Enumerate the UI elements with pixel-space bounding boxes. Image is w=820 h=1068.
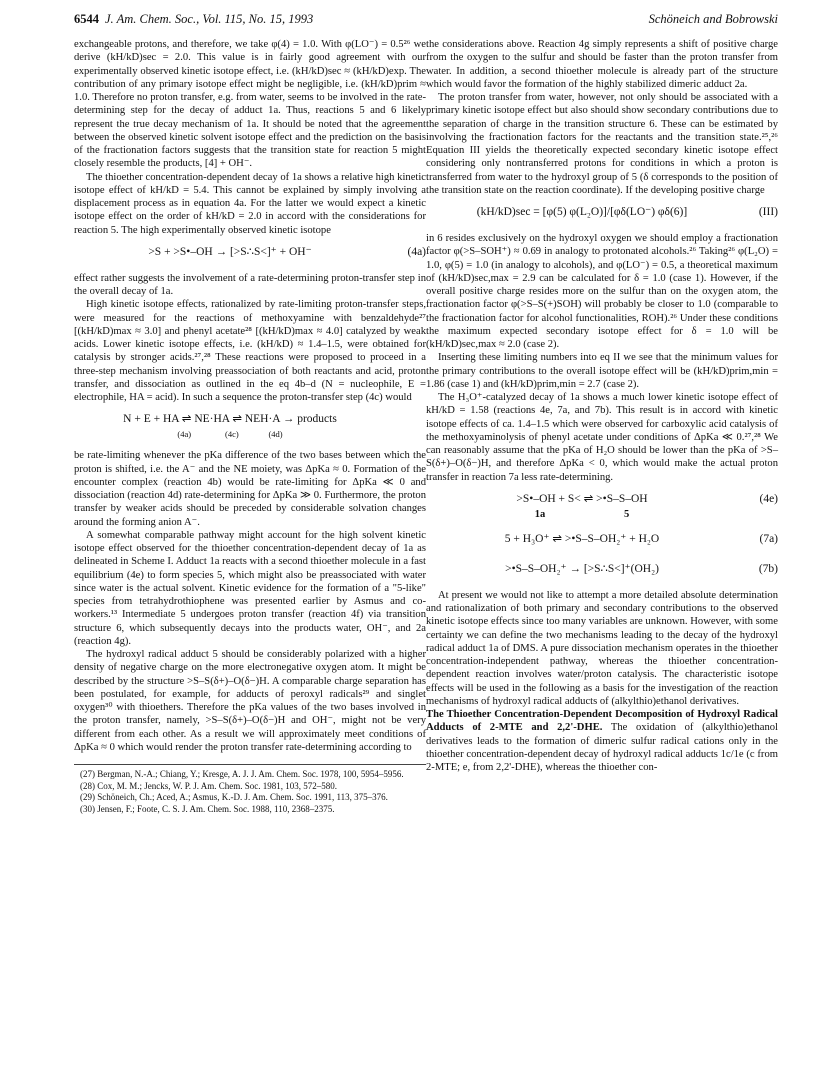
- paragraph: The H₃O⁺-catalyzed decay of 1a shows a much lower kinetic isotope effect of kH/kD = 1.58 (reactions 4e, 7a, and 7b). This result is in accord with kinetic isotope effects of ca. 1.4–1.5 which were observed for carboxylic acid catalysis of the methoxyaminolysis of phenyl acetate under conditions of ΔpKa ≪ 0.²⁷,²⁸ We can reasonably assume that the pKa of H₂O should be lower than the pKa of >S–S(δ+)–O(δ−)H, and therefore ΔpKa < 0, which would make the actual proton transfer in reaction 7a less rate-determining.: [426, 392, 778, 483]
- equation-labels: 1a 5: [534, 508, 630, 520]
- paragraph: in 6 resides exclusively on the hydroxyl oxygen we should employ a fractionation factor φ(>S–SOH⁺) ≈ 0.69 in analogy to protonated alcohols.²⁶ Taking²⁶ φ(L₂O) = 1.0, φ(5) = 1.0 (in analogy to alcohols), and φ(LO⁻) = 0.5, a theoretical maximum of (kH/kD)sec,max = 2.9 can be calculated for δ = 1.0 (case 1). However, if the overall positive charge resides more on the sulfur than on the oxygen atom, the fractionation factor φ(>S–S(+)SOH) will probably be closer to 1.0 (comparable to the fractionation factor for alcohol functionalities, ROH).²⁶ Under these conditions the maximum expected secondary isotope effect for δ = 1.0 will be (kH/kD)sec,max ≈ 2.0 (case 2).: [426, 233, 778, 350]
- equation-7a: [426, 530, 778, 554]
- paragraph: High kinetic isotope effects, rationalized by rate-limiting proton-transfer steps, were measured for the reactions of methoxyamine with benzaldehyde²⁷ [(kH/kD)max ≈ 3.0] and phenyl acetate²⁸ [(kH/kD)max ≈ 4.0] catalyzed by weak acids. Lower kinetic isotope effects, i.e. (kH/kD) ≈ 1.4–1.5, were obtained for catalysis by stronger acids.²⁷,²⁸ These reactions were proposed to proceed in a three-step mechanism involving preassociation of both reactants and acid, proton transfer, and dissociation as outlined in the eq 4b–d (N = nucleophile, E = electrophile, HA = acid). In such a sequence the proton-transfer step (4c) would: [74, 299, 426, 403]
- paragraph: be rate-limiting whenever the pKa difference of the two bases between which the proton is shifted, i.e. the A⁻ and the NE moiety, was ΔpKa ≈ 0. Formation of the encounter complex (reaction 4b) would be rate-limiting for ΔpKa ≪ 0 and dissociation (reaction 4d) rate-determining for ΔpKa ≫ 0. Furthermore, the proton transfer by weaker acids should be preceded by considerable solvation changes around the forming anion A⁻.: [74, 450, 426, 528]
- section-heading: The Thioether Concentration-Dependent Decomposition of Hydroxyl Radical Adducts of 2-MTE and 2,2'-DHE.: [426, 709, 778, 734]
- equation-body: >S + >S•–OH → [>S∴S<]⁺ + OH⁻: [148, 245, 312, 258]
- footnote: (29) Schöneich, Ch.; Aced, A.; Asmus, K.-D. J. Am. Chem. Soc. 1991, 113, 375–376.: [80, 792, 388, 802]
- header-authors: Schöneich and Bobrowski: [648, 12, 778, 26]
- paragraph: exchangeable protons, and therefore, we take φ(4) = 1.0. With φ(LO⁻) = 0.5²⁶ we derive (kH/kD)sec = 2.0. This value is in fairly good agreement with our experimentally observed kinetic isotope effect, i.e. (kH/kD)sec ≈ (kH/kD)exp. The contribution of any primary isotope effect might be negligible, i.e. (kH/kD)prim ≈ 1.0. Therefore no proton transfer, e.g. from water, seems to be involved in the rate-determining step for the decay of adduct 1a. Thus, reactions 5 and 6 likely represent the true decay mechanism of 1a. It should be noted that the agreement between the observed kinetic solvent isotope effect and the prediction on the basis of the fractionation factors suggests that the transition state for reaction 5 might closely resemble the products, [4] + OH⁻.: [74, 39, 426, 170]
- paragraph: The thioether concentration-dependent decay of 1a shows a relative high kinetic isotope effect of kH/kD = 5.4. This cannot be explained by simply involving a displacement process as in equation 4a. For the latter we would expect a kinetic isotope effect on the order of kH/kD = 2.0 in accord with the considerations for reaction 5. The high experimentally observed kinetic isotope: [74, 171, 426, 236]
- equation-4a: [74, 243, 426, 267]
- equation-7b: [426, 560, 778, 584]
- paragraph: The proton transfer from water, however, not only should be associated with a primary kinetic isotope effect but also should show secondary contributions due to the separation of charge in the transition structure 6. These can be estimated by involving the fractionation factors for the reactants and the transition state.²⁵,²⁶ Equation III yields the theoretically expected secondary kinetic isotope effect considering only nontransferred protons for conditions in which a proton is transferred from water to the hydroxyl group of 5 (δ corresponds to the position of the transition state on the reaction coordinate). If the developing positive charge: [426, 92, 778, 196]
- paragraph: the considerations above. Reaction 4g simply represents a shift of positive charge from the oxygen to the sulfur and should be faster than the proton transfer from water. In addition, a second thioether molecule is already part of the structure which would favor the formation of the highly stabilized dimeric adduct 2a.: [426, 39, 778, 90]
- equation-number: (III): [758, 206, 778, 218]
- equation-body: N + E + HA ⇌ NE·HA ⇌ NEH·A → products: [123, 413, 337, 426]
- right-column: [426, 38, 778, 774]
- header-left: [74, 12, 313, 27]
- paragraph: The hydroxyl radical adduct 5 should be considerably polarized with a higher density of negative charge on the more electronegative oxygen atom. It might be described by the structure >S–S(δ+)–O(δ−)H. A comparable charge separation has been postulated, for example, for adducts of peroxyl radicals²⁹ and singlet oxygen³⁰ with thioethers. Therefore the pKa values of the two bases involved in the proton transfer, namely, >S–S(δ+)–O(δ−)H and OH⁻, might not be very different from each other. As a result we will approximately meet conditions of ΔpKa ≈ 0 which would render the proton transfer rate-determining according to: [74, 649, 426, 753]
- running-header: [74, 12, 778, 32]
- footnotes: [74, 764, 426, 815]
- paragraph: A somewhat comparable pathway might account for the high solvent kinetic isotope effect observed for the thioether concentration-dependent decay of 1a as delineated in Scheme I. Adduct 1a reacts with a second thioether molecule in a fast equilibrium (4e) to form species 5, which might also be preassociated with water since water is the actual solvent. Kinetic evidence for the formation of a "5-like" species from tetrahydrothiophene was presented earlier by Asmus and co-workers.¹³ Intermediate 5 undergoes proton transfer (reaction 4f) via transition structure 6, which subsequently decays into the products water, OH⁻, and 2a (reaction 4g).: [74, 529, 426, 647]
- equation-body: (kH/kD)sec = [φ(5) φ(L₂O)]/[φδ(LO⁻) φδ(6)]: [476, 206, 688, 218]
- equation-number: (7a): [759, 532, 778, 545]
- journal-citation: J. Am. Chem. Soc., Vol. 115, No. 15, 1993: [105, 12, 314, 26]
- paragraph: Inserting these limiting numbers into eq II we see that the minimum values for the primary contributions to the overall isotope effect will be (kH/kD)prim,min = 1.86 (case 1) and (kH/kD)prim,min = 2.7 (case 2).: [426, 352, 778, 390]
- equation-body: >•S–S–OH₂⁺ → [>S∴S<]⁺(OH₂): [505, 562, 659, 575]
- paragraph: effect rather suggests the involvement of a rate-determining proton-transfer step in the overall decay of 1a.: [74, 272, 426, 297]
- equation-number: (4e): [759, 492, 778, 505]
- equation-III: [426, 203, 778, 227]
- equation-number: (7b): [758, 562, 778, 575]
- equation-labels: (4a) (4c) (4d): [177, 429, 283, 440]
- page-number: 6544: [74, 12, 99, 26]
- equation-sequence: [74, 410, 426, 444]
- equation-number: (4a): [407, 245, 426, 258]
- footnote: (27) Bergman, N.-A.; Chiang, Y.; Kresge, A. J. J. Am. Chem. Soc. 1978, 100, 5954–5956.: [80, 769, 404, 779]
- left-column: [74, 38, 426, 815]
- footnote: (30) Jensen, F.; Foote, C. S. J. Am. Chem. Soc. 1988, 110, 2368–2375.: [80, 803, 335, 814]
- paragraph-text: The oxidation of (alkylthio)ethanol derivatives leads to the formation of dimeric sulfur radical cations only in the thioether concentration-dependent decay of hydroxyl radical adducts 1c/1e (c from 2-MTE; e, from 2,2'-DHE), whereas the thioether con-: [426, 722, 779, 773]
- equation-4e: [426, 490, 778, 524]
- footnote: (28) Cox, M. M.; Jencks, W. P. J. Am. Chem. Soc. 1981, 103, 572–580.: [80, 780, 338, 791]
- equation-body: >S•–OH + S< ⇌ >•S–S–OH: [516, 492, 648, 505]
- equation-body: 5 + H₃O⁺ ⇌ >•S–S–OH₂⁺ + H₂O: [504, 532, 660, 545]
- paragraph: At present we would not like to attempt a more detailed absolute determination and rationalization of both primary and secondary contributions to the observed kinetic isotope effects since too many variables are unknown. However, with some certainty we can define the two mechanisms leading to the decay of the hydroxyl radical adduct 1a of DMS. A pure dissociation mechanism operates in the thioether concentration-independent pathway, whereas the thioether concentration-dependent reaction involves water/proton catalysis. The characteristic isotope effects will be used in the following as a basis for the investigation of the reaction mechanisms of hydroxyl radical adducts of (alkylthio)ethanol derivatives.: [426, 589, 778, 707]
